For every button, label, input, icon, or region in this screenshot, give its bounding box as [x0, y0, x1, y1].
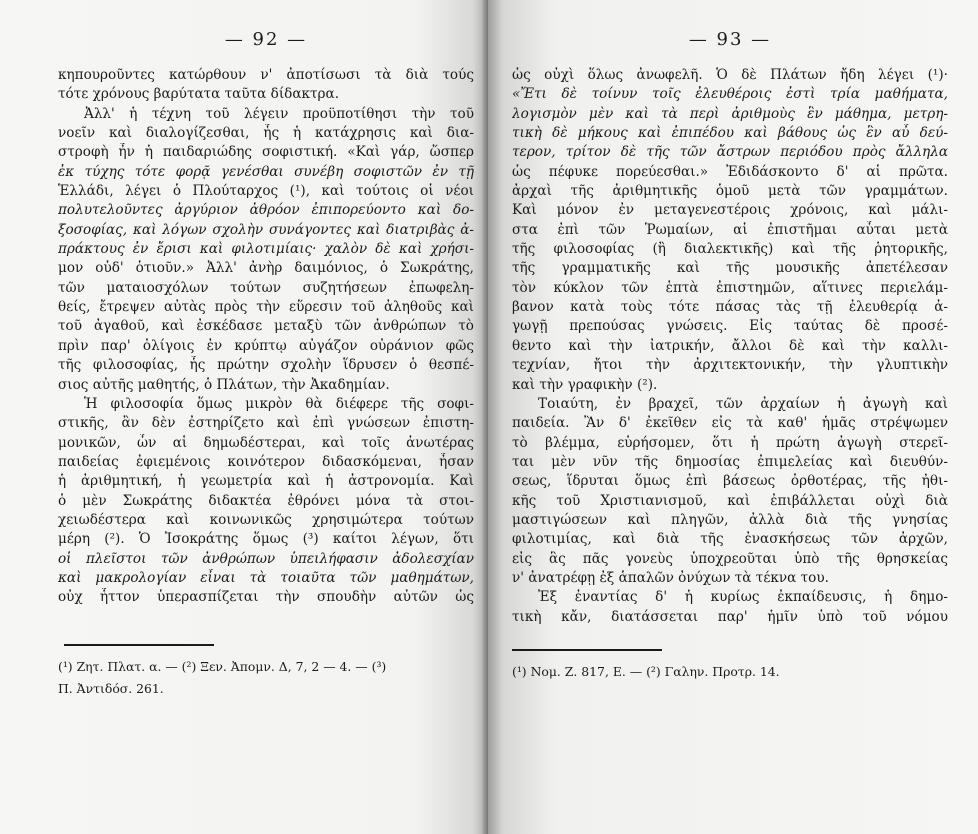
- footnote-line: Π. Ἀντιδόσ. 261.: [58, 680, 164, 696]
- text-line: ἀρχαὶ τῆς ἀριθμητικῆς ὁμοῦ μετὰ τῶν γραμμάτων.: [512, 183, 948, 200]
- text-line: ται μὲν νῦν τῆς δημοσίας ἐπιμελείας καὶ διευθύν-: [512, 453, 948, 470]
- text-line: μαστιγώσεων καὶ πληγῶν, ἀλλὰ διὰ τῆς γνησίας: [512, 511, 948, 528]
- right-page: [488, 0, 978, 834]
- footnotes: [512, 661, 948, 683]
- text-line: τῶν ματαιοσχόλων τούτων συζητήσεων ἐπωφελη-: [58, 279, 474, 296]
- text-line: στα ἐπὶ τῶν Ῥωμαίων, αἱ ἐπιστῆμαι αὗται μετὰ: [512, 221, 948, 238]
- text-line: Ἑλλάδι, λέγει ὁ Πλούταρχος (¹), καὶ τούτοις οἱ νέοι: [58, 183, 474, 200]
- text-line: τῆς φιλοσοφίας (ἢ διαλεκτικῆς) καὶ τῆς ῥητορικῆς,: [512, 241, 948, 258]
- text-line: τικὴ κἄν, διατάσσεται παρ' ἡμῖν ὑπὸ τοῦ νόμου: [512, 608, 948, 625]
- text-line: οὐχ ἧττον ὑπερασπίζεται τὴν σπουδὴν αὐτῶν ὡς: [58, 589, 474, 606]
- text-line: σιος αὐτῆς μαθητής, ὁ Πλάτων, τὴν Ἀκαδημίαν.: [58, 376, 390, 393]
- text-line: Ἀλλ' ἡ τέχνη τοῦ λέγειν προϋποτίθησι τὴν τοῦ: [84, 105, 474, 122]
- text-line: καὶ μακρολογίαν εἶναι τὰ τοιαῦτα τῶν μαθημάτων,: [58, 569, 474, 586]
- text-line: τῆς γραμματικῆς καὶ τῆς μουσικῆς ἀπετέλεσαν: [512, 260, 948, 277]
- text-line: πολυτελοῦντες ἀργύριον ἀθρόον ἐπιπορεύοντο καὶ δο-: [58, 202, 474, 219]
- text-line: τερον, τρίτον δὲ τῆς τῶν ἄστρων περιόδου πρὸς ἄλληλα: [512, 144, 948, 161]
- text-line: ἡ ἀριθμητική, ἡ γεωμετρία καὶ ἡ ἀστρονομία. Καὶ: [58, 473, 474, 490]
- footnote-line: (¹) Νομ. Ζ. 817, Ε. — (²) Γαλην. Προτρ. 14.: [512, 663, 780, 679]
- text-line: ν' ἀνατρέφῃ ἐξ ἁπαλῶν ὀνύχων τὰ τέκνα του.: [512, 569, 829, 586]
- text-line: Ἐξ ἐναντίας δ' ἡ κυρίως ἐκπαίδευσις, ἡ δημο-: [538, 589, 948, 606]
- page-number: — 93 —: [688, 29, 772, 50]
- text-line: τὸν κύκλον τῶν ἑπτὰ ἐπιστημῶν, αἵτινες περιελάμ-: [512, 279, 948, 296]
- text-line: μονικῶν, ὧν αἱ δημωδέστεραι, καὶ τοῖς ἀνωτέρας: [58, 434, 474, 451]
- text-line: τεχνίαν, ἤτοι τὴν ἀρχιτεκτονικήν, τὴν γλυπτικὴν: [512, 357, 948, 374]
- text-line: Καὶ μόνον ἐν μεταγενεστέροις χρόνοις, καὶ μάλι-: [512, 202, 948, 219]
- text-line: νοεῖν καὶ διαλογίζεσθαι, ἧς ἡ κατάχρησις καὶ δια-: [58, 125, 474, 142]
- body-text: [512, 66, 948, 627]
- text-line: «Ἔτι δὲ τοίνυν τοῖς ἐλευθέροις ἐστὶ τρία μαθήματα,: [512, 86, 948, 103]
- text-line: ξοσοφίας, καὶ λόγων σχολὴν συνάγοντες καὶ διατριβὰς ἀ-: [58, 221, 474, 238]
- text-line: θείς, ἔτρεψεν αὐτὰς πρὸς τὴν εὕρεσιν τοῦ ἀληθοῦς καὶ: [58, 299, 474, 316]
- footnote-line: (¹) Ζητ. Πλατ. α. — (²) Ξεν. Ἀπομν. Δ, 7, 2 — 4. — (³): [58, 658, 387, 674]
- text-line: γωγῇ πρεπούσας γνώσεις. Εἰς ταύτας δὲ προσέ-: [512, 318, 948, 335]
- footnote-rule: [512, 649, 662, 651]
- text-line: τότε χρόνους βαρύτατα ταῦτα δίδακτρα.: [58, 86, 340, 103]
- text-line: εἰς ἃς πᾶς γονεὺς ὑποχρεοῦται ὑπὸ τῆς θρησκείας: [512, 550, 948, 567]
- text-line: οἱ πλεῖστοι τῶν ἀνθρώπων ὑπειλήφασιν ἀδολεσχίαν: [58, 550, 474, 567]
- text-line: τῆς φιλοσοφίας, ἧς πρώτην σχολὴν ἵδρυσεν ὁ θεσπέ-: [58, 357, 474, 374]
- text-line: στικῆς, ἂν δὲν ἐστηρίζετο καὶ ἐπὶ γνώσεων ἐπιστη-: [58, 415, 474, 432]
- text-line: τὸ βλέμμα, εὑρήσομεν, ὅτι ἡ πρώτη ἀγωγὴ στερεῖ-: [512, 434, 948, 451]
- text-line: ὁ μὲν Σωκράτης διδακτέα ἐθρόνει μόνα τὰ στοι-: [58, 492, 474, 509]
- text-line: Ἡ φιλοσοφία ὅμως μικρὸν θὰ διέφερε τῆς σοφι-: [84, 395, 474, 412]
- text-line: λογισμὸν μὲν καὶ τὰ περὶ ἀριθμοὺς ἓν μάθημα, μετρη-: [512, 105, 948, 122]
- text-line: ὡς πέφυκε πορεύεσθαι.» Ἐδιδάσκοντο δ' αἱ πρῶτα.: [512, 163, 948, 180]
- text-line: παιδείας ἐφιεμένοις κοινότερον διδασκόμεναι, ἦσαν: [58, 453, 474, 470]
- text-line: σεως, ἵδρυται ὅμως ἐπὶ βάσεως ὀρθοτέρας, τῆς ἠθι-: [512, 473, 948, 490]
- left-page: [0, 0, 488, 834]
- text-line: μον οὐδ' ὁτιοῦν.» Ἀλλ' ἀνὴρ δαιμόνιος, ὁ Σωκράτης,: [58, 260, 474, 277]
- body-text: [58, 66, 474, 608]
- text-line: στροφὴ ἦν ἡ παιδαριώδης σοφιστική. «Καὶ γάρ, ὥσπερ: [58, 144, 474, 161]
- text-line: κῆς τοῦ Χριστιανισμοῦ, καὶ ἐπιβάλλεται οὐχὶ διὰ: [512, 492, 948, 509]
- page-number: — 92 —: [224, 29, 308, 50]
- text-line: χειωδέστερα καὶ κοινωνικῶς χρησιμώτερα τούτων: [58, 511, 474, 528]
- text-line: φιλοτιμίας, καὶ διὰ τῆς ἐνασκήσεως τῶν ἀρχῶν,: [512, 531, 948, 548]
- text-line: τικὴ δὲ μήκους καὶ ἐπιπέδου καὶ βάθους ὡς ἓν αὖ δεύ-: [512, 125, 948, 142]
- footnotes: [58, 656, 474, 700]
- text-line: καὶ τὴν γραφικὴν (²).: [512, 376, 658, 393]
- text-line: ἐκ τύχης τότε φορᾷ γενέσθαι συνέβη σοφιστῶν ἐν τῇ: [58, 163, 474, 180]
- text-line: τοῦ ἀγαθοῦ, καὶ ἐσκέδασε μεταξὺ τῶν ἀνθρώπων τὸ: [58, 318, 474, 335]
- text-line: Τοιαύτη, ἐν βραχεῖ, τῶν ἀρχαίων ἡ ἀγωγὴ καὶ: [538, 395, 948, 412]
- text-line: παιδεία. Ἂν δ' ἐκεῖθεν εἰς τὰ καθ' ἡμᾶς στρέψωμεν: [512, 415, 948, 432]
- text-line: πράκτους ἐν ἔρισι καὶ φιλοτιμίαις· χαλὸν δὲ καὶ χρήσι-: [58, 241, 474, 258]
- footnote-rule: [64, 644, 214, 646]
- text-line: ὡς οὐχὶ ὅλως ἀνωφελῆ. Ὁ δὲ Πλάτων ἤδη λέγει (¹)·: [512, 67, 948, 83]
- text-line: πρὶν παρ' ὀλίγοις ἐν κρύπτῳ αὐγάζον οὐράνιον φῶς: [58, 337, 474, 354]
- text-line: βανον κατὰ τοὺς τότε πάσας τὰς τῇ ἐλευθερίᾳ ἀ-: [512, 299, 948, 316]
- text-line: μέρη (²). Ὁ Ἰσοκράτης ὅμως (³) καίτοι λέγων, ὅτι: [58, 531, 474, 548]
- text-line: κηπουροῦντες κατώρθουν ν' ἀποτίσωσι τὰ διὰ τούς: [58, 67, 474, 83]
- text-line: θεντο καὶ τὴν ἰατρικήν, ἄλλοι δὲ καὶ τὴν καλλι-: [512, 337, 948, 354]
